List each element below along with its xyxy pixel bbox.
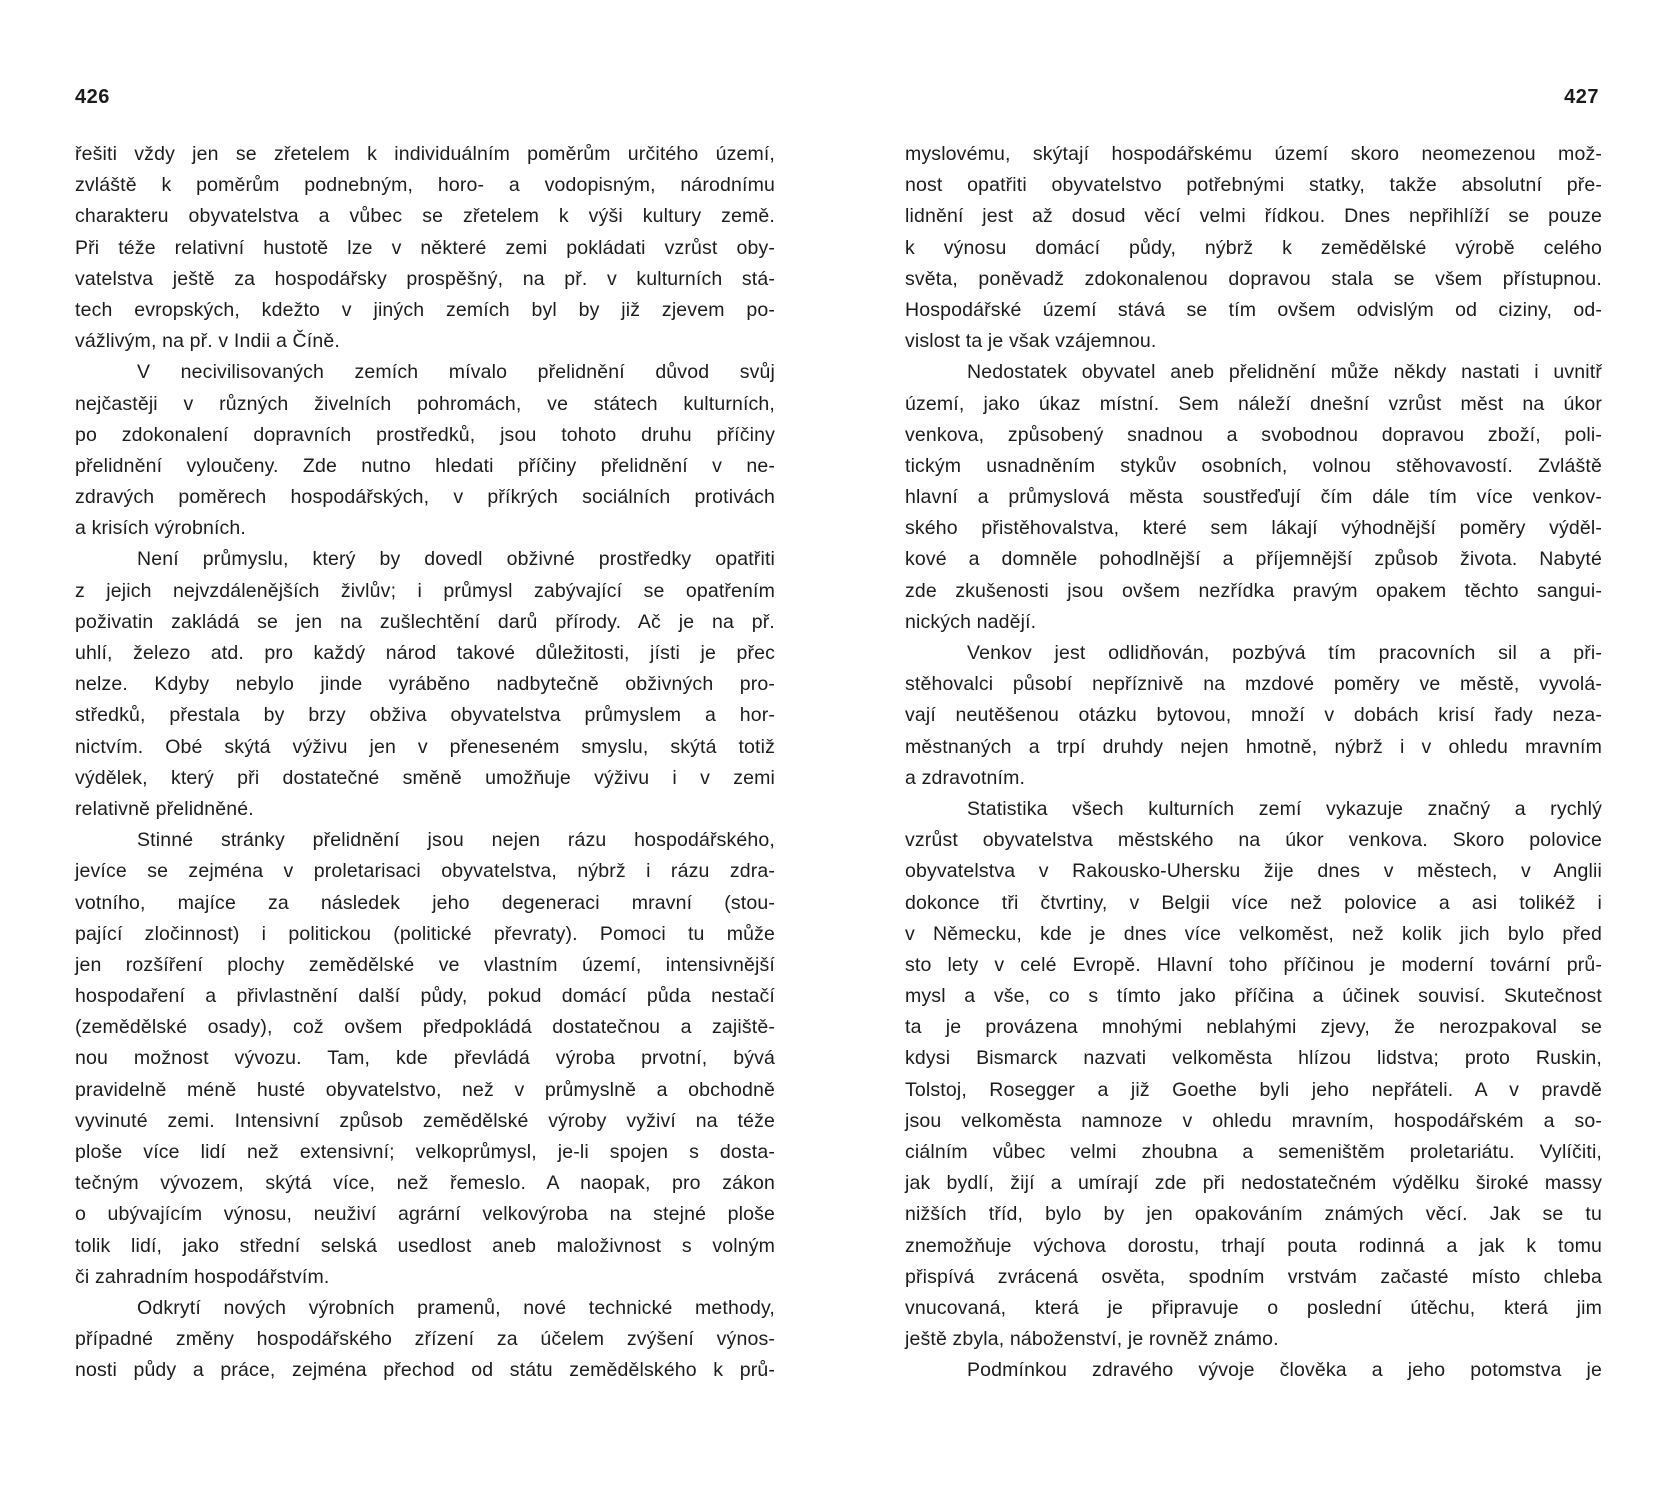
text-line: Nedostatek obyvatel aneb přelidnění může někdy nastati i uvnitř bbox=[967, 361, 1602, 384]
text-line: Tolstoj, Rosegger a již Goethe byli jeho nepřáteli. A v pravdě bbox=[905, 1078, 1602, 1101]
text-line: nosti půdy a práce, zejména přechod od státu zemědělského k prů- bbox=[75, 1359, 775, 1382]
text-line: uhlí, železo atd. pro každý národ takové důležitosti, jísti je přec bbox=[75, 642, 775, 664]
text-line: řešiti vždy jen se zřetelem k individuálním poměrům určitého území, bbox=[75, 143, 775, 165]
text-line: Hospodářské území stává se tím ovšem odvislým od ciziny, od- bbox=[905, 298, 1602, 321]
text-line: tečným vývozem, skýtá více, než řemeslo. A naopak, pro zákon bbox=[75, 1172, 775, 1195]
text-line: hlavní a průmyslová města soustřeďují čím dále tím více venkov- bbox=[905, 486, 1602, 509]
text-line: zde zkušenosti jsou ovšem nezřídka pravým opakem těchto sangui- bbox=[905, 579, 1602, 602]
right-page bbox=[836, 0, 1672, 1500]
text-line: území, jako úkaz místní. Sem náleží dnešní vzrůst měst na úkor bbox=[905, 392, 1602, 415]
text-line: nictvím. Obé skýtá výživu jen v přeneseném smyslu, skýtá totiž bbox=[75, 735, 775, 758]
text-line: Při téže relativní hustotě lze v některé zemi pokládati vzrůst oby- bbox=[75, 236, 775, 259]
text-line: či zahradním hospodářstvím. bbox=[75, 1265, 330, 1288]
text-line: mysl a vše, co s tímto jako příčina a účinek souvisí. Skutečnost bbox=[905, 985, 1602, 1008]
text-line: městnaných a trpí druhdy nejen hmotně, nýbrž i v ohledu mravním bbox=[905, 735, 1602, 758]
text-line: poživatin zakládá se jen na zušlechtění darů přírody. Ač je na př. bbox=[75, 610, 775, 633]
text-line: ského přistěhovalstva, které sem lákají výhodnější poměry výděl- bbox=[905, 517, 1602, 540]
text-line: vyvinuté zemi. Intensivní způsob zemědělské výroby vyživí na téže bbox=[75, 1109, 775, 1132]
text-line: jen rozšíření plochy zemědělské ve vlastním území, intensivnější bbox=[75, 953, 775, 976]
text-line: ještě zbyla, náboženství, je rovněž známo. bbox=[905, 1328, 1279, 1351]
text-line: v Německu, kde je dnes více velkoměst, než kolik jich bylo před bbox=[905, 922, 1602, 945]
text-line: venkova, způsobený snadnou a svobodnou dopravou zboží, poli- bbox=[905, 423, 1602, 446]
left-page-text bbox=[75, 139, 775, 1387]
text-line: pravidelně méně husté obyvatelstvo, než v průmyslně a obchodně bbox=[75, 1078, 775, 1101]
text-line: kdysi Bismarck nazvati velkoměsta hlízou lidstva; proto Ruskin, bbox=[905, 1047, 1602, 1070]
text-line: znemožňuje výchova dorostu, trhají pouta rodinná a jak k tomu bbox=[905, 1234, 1602, 1257]
text-line: vají neutěšenou otázku bytovou, množí v dobách krisí řady neza- bbox=[905, 704, 1602, 727]
text-line: Odkrytí nových výrobních pramenů, nové technické methody, bbox=[137, 1296, 775, 1319]
text-line: o ubývajícím výnosu, neuživí agrární velkovýroba na stejné ploše bbox=[75, 1203, 775, 1226]
page-number-right: 427 bbox=[1564, 86, 1599, 108]
text-line: jevíce se zejména v proletarisaci obyvatelstva, nýbrž i rázu zdra- bbox=[75, 860, 775, 883]
text-line: sto lety v celé Evropě. Hlavní toho příčinou je moderní tovární prů- bbox=[905, 953, 1602, 976]
text-line: a zdravotním. bbox=[905, 766, 1026, 789]
text-line: nelze. Kdyby nebylo jinde vyráběno nadbytečně obživných pro- bbox=[75, 673, 775, 696]
text-line: hospodaření a přivlastnění další půdy, pokud domácí půda nestačí bbox=[75, 985, 775, 1008]
text-line: relativně přelidněné. bbox=[75, 797, 254, 820]
text-line: V necivilisovaných zemích mívalo přelidnění důvod svůj bbox=[137, 361, 775, 384]
text-line: Není průmyslu, který by dovedl obživné prostředky opatřiti bbox=[137, 548, 775, 571]
text-line: votního, majíce za následek jeho degeneraci mravní (stou- bbox=[75, 891, 775, 914]
text-line: nižších tříd, bylo by jen opakováním známých věcí. Jak se tu bbox=[905, 1203, 1602, 1226]
text-line: přispívá zvrácená osvěta, spodním vrstvám začasté místo chleba bbox=[905, 1265, 1602, 1288]
text-line: tech evropských, kdežto v jiných zemích byl by již zjevem po- bbox=[75, 298, 775, 321]
right-page-text bbox=[905, 139, 1602, 1387]
text-line: ploše více lidí než extensivní; velkoprůmysl, je-li spojen s dosta- bbox=[75, 1141, 775, 1163]
text-line: Venkov jest odlidňován, pozbývá tím pracovních sil a při- bbox=[967, 642, 1602, 664]
text-line: zdravých poměrech hospodářských, v příkrých sociálních protivách bbox=[75, 486, 775, 509]
text-line: světa, poněvadž zdokonalenou dopravou stala se všem přístupnou. bbox=[905, 267, 1602, 290]
text-line: Stinné stránky přelidnění jsou nejen rázu hospodářského, bbox=[137, 829, 775, 852]
text-line: z jejich nejvzdálenějších živlův; i průmysl zabývající se opatřením bbox=[75, 579, 775, 602]
text-line: nejčastěji v různých živelních pohromách, ve státech kulturních, bbox=[75, 392, 775, 415]
text-line: tolik lidí, jako střední selská usedlost aneb maloživnost s volným bbox=[75, 1234, 775, 1257]
text-line: k výnosu domácí půdy, nýbrž k zemědělské výrobě celého bbox=[905, 236, 1602, 259]
text-line: vážlivým, na př. v Indii a Číně. bbox=[75, 330, 340, 353]
text-line: vzrůst obyvatelstva městského na úkor venkova. Skoro polovice bbox=[905, 829, 1602, 852]
text-line: jsou velkoměsta namnoze v ohledu mravním, hospodářském a so- bbox=[905, 1109, 1602, 1132]
text-line: obyvatelstva v Rakousko-Uhersku žije dnes v městech, v Anglii bbox=[905, 860, 1602, 883]
text-line: Statistika všech kulturních zemí vykazuje značný a rychlý bbox=[967, 797, 1602, 820]
text-line: (zemědělské osady), což ovšem předpokládá dostatečnou a zajiště- bbox=[75, 1016, 775, 1039]
text-line: nou možnost vývozu. Tam, kde převládá výroba prvotní, bývá bbox=[75, 1047, 775, 1070]
text-line: vislost ta je však vzájemnou. bbox=[905, 330, 1157, 353]
text-line: nických nadějí. bbox=[905, 610, 1037, 633]
text-line: myslovému, skýtají hospodářskému území skoro neomezenou mož- bbox=[905, 143, 1602, 165]
text-line: tickým usnadněním stykův osobních, volnou stěhovavostí. Zvláště bbox=[905, 454, 1602, 477]
text-line: zvláště k poměrům podnebným, horo- a vodopisným, národnímu bbox=[75, 174, 775, 197]
text-line: a krisích výrobních. bbox=[75, 517, 246, 540]
text-line: dokonce tři čtvrtiny, v Belgii více než polovice a asi tolikéž i bbox=[905, 891, 1602, 914]
text-line: pající zločinnost) i politickou (politické převraty). Pomoci tu může bbox=[75, 922, 775, 945]
text-line: přelidnění vyloučeny. Zde nutno hledati příčiny přelidnění v ne- bbox=[75, 454, 775, 477]
text-line: vnucovaná, která je připravuje o poslední útěchu, která jim bbox=[905, 1296, 1602, 1319]
text-line: charakteru obyvatelstva a vůbec se zřetelem k výši kultury země. bbox=[75, 205, 775, 228]
text-line: po zdokonalení dopravních prostředků, jsou tohoto druhu příčiny bbox=[75, 423, 775, 446]
text-line: případné změny hospodářského zřízení za účelem zvýšení výnos- bbox=[75, 1328, 775, 1351]
page-number-left: 426 bbox=[75, 86, 110, 108]
text-line: středků, přestala by brzy obživa obyvatelstva průmyslem a hor- bbox=[75, 704, 775, 727]
text-line: jak bydlí, žijí a umírají zde při nedostatečném výdělku široké massy bbox=[905, 1172, 1602, 1195]
text-line: Podmínkou zdravého vývoje člověka a jeho potomstva je bbox=[967, 1359, 1602, 1382]
text-line: ta je provázena mnohými neblahými zjevy, že nerozpakoval se bbox=[905, 1016, 1602, 1039]
text-line: lidnění jest až dosud věcí velmi řídkou. Dnes nepřihlíží se pouze bbox=[905, 205, 1602, 228]
text-line: kové a domněle pohodlnější a příjemnější způsob života. Nabyté bbox=[905, 548, 1602, 571]
text-line: výdělek, který při dostatečné směně umožňuje výživu i v zemi bbox=[75, 766, 775, 789]
text-line: nost opatřiti obyvatelstvo potřebnými statky, takže absolutní pře- bbox=[905, 174, 1602, 197]
text-line: vatelstva ještě za hospodářsky prospěšný, na př. v kulturních stá- bbox=[75, 267, 775, 290]
text-line: stěhovalci působí nepříznivě na mzdové poměry ve městě, vyvolá- bbox=[905, 673, 1602, 696]
text-line: ciálním vůbec velmi zhoubna a semeništěm proletariátu. Vylíčiti, bbox=[905, 1141, 1602, 1163]
